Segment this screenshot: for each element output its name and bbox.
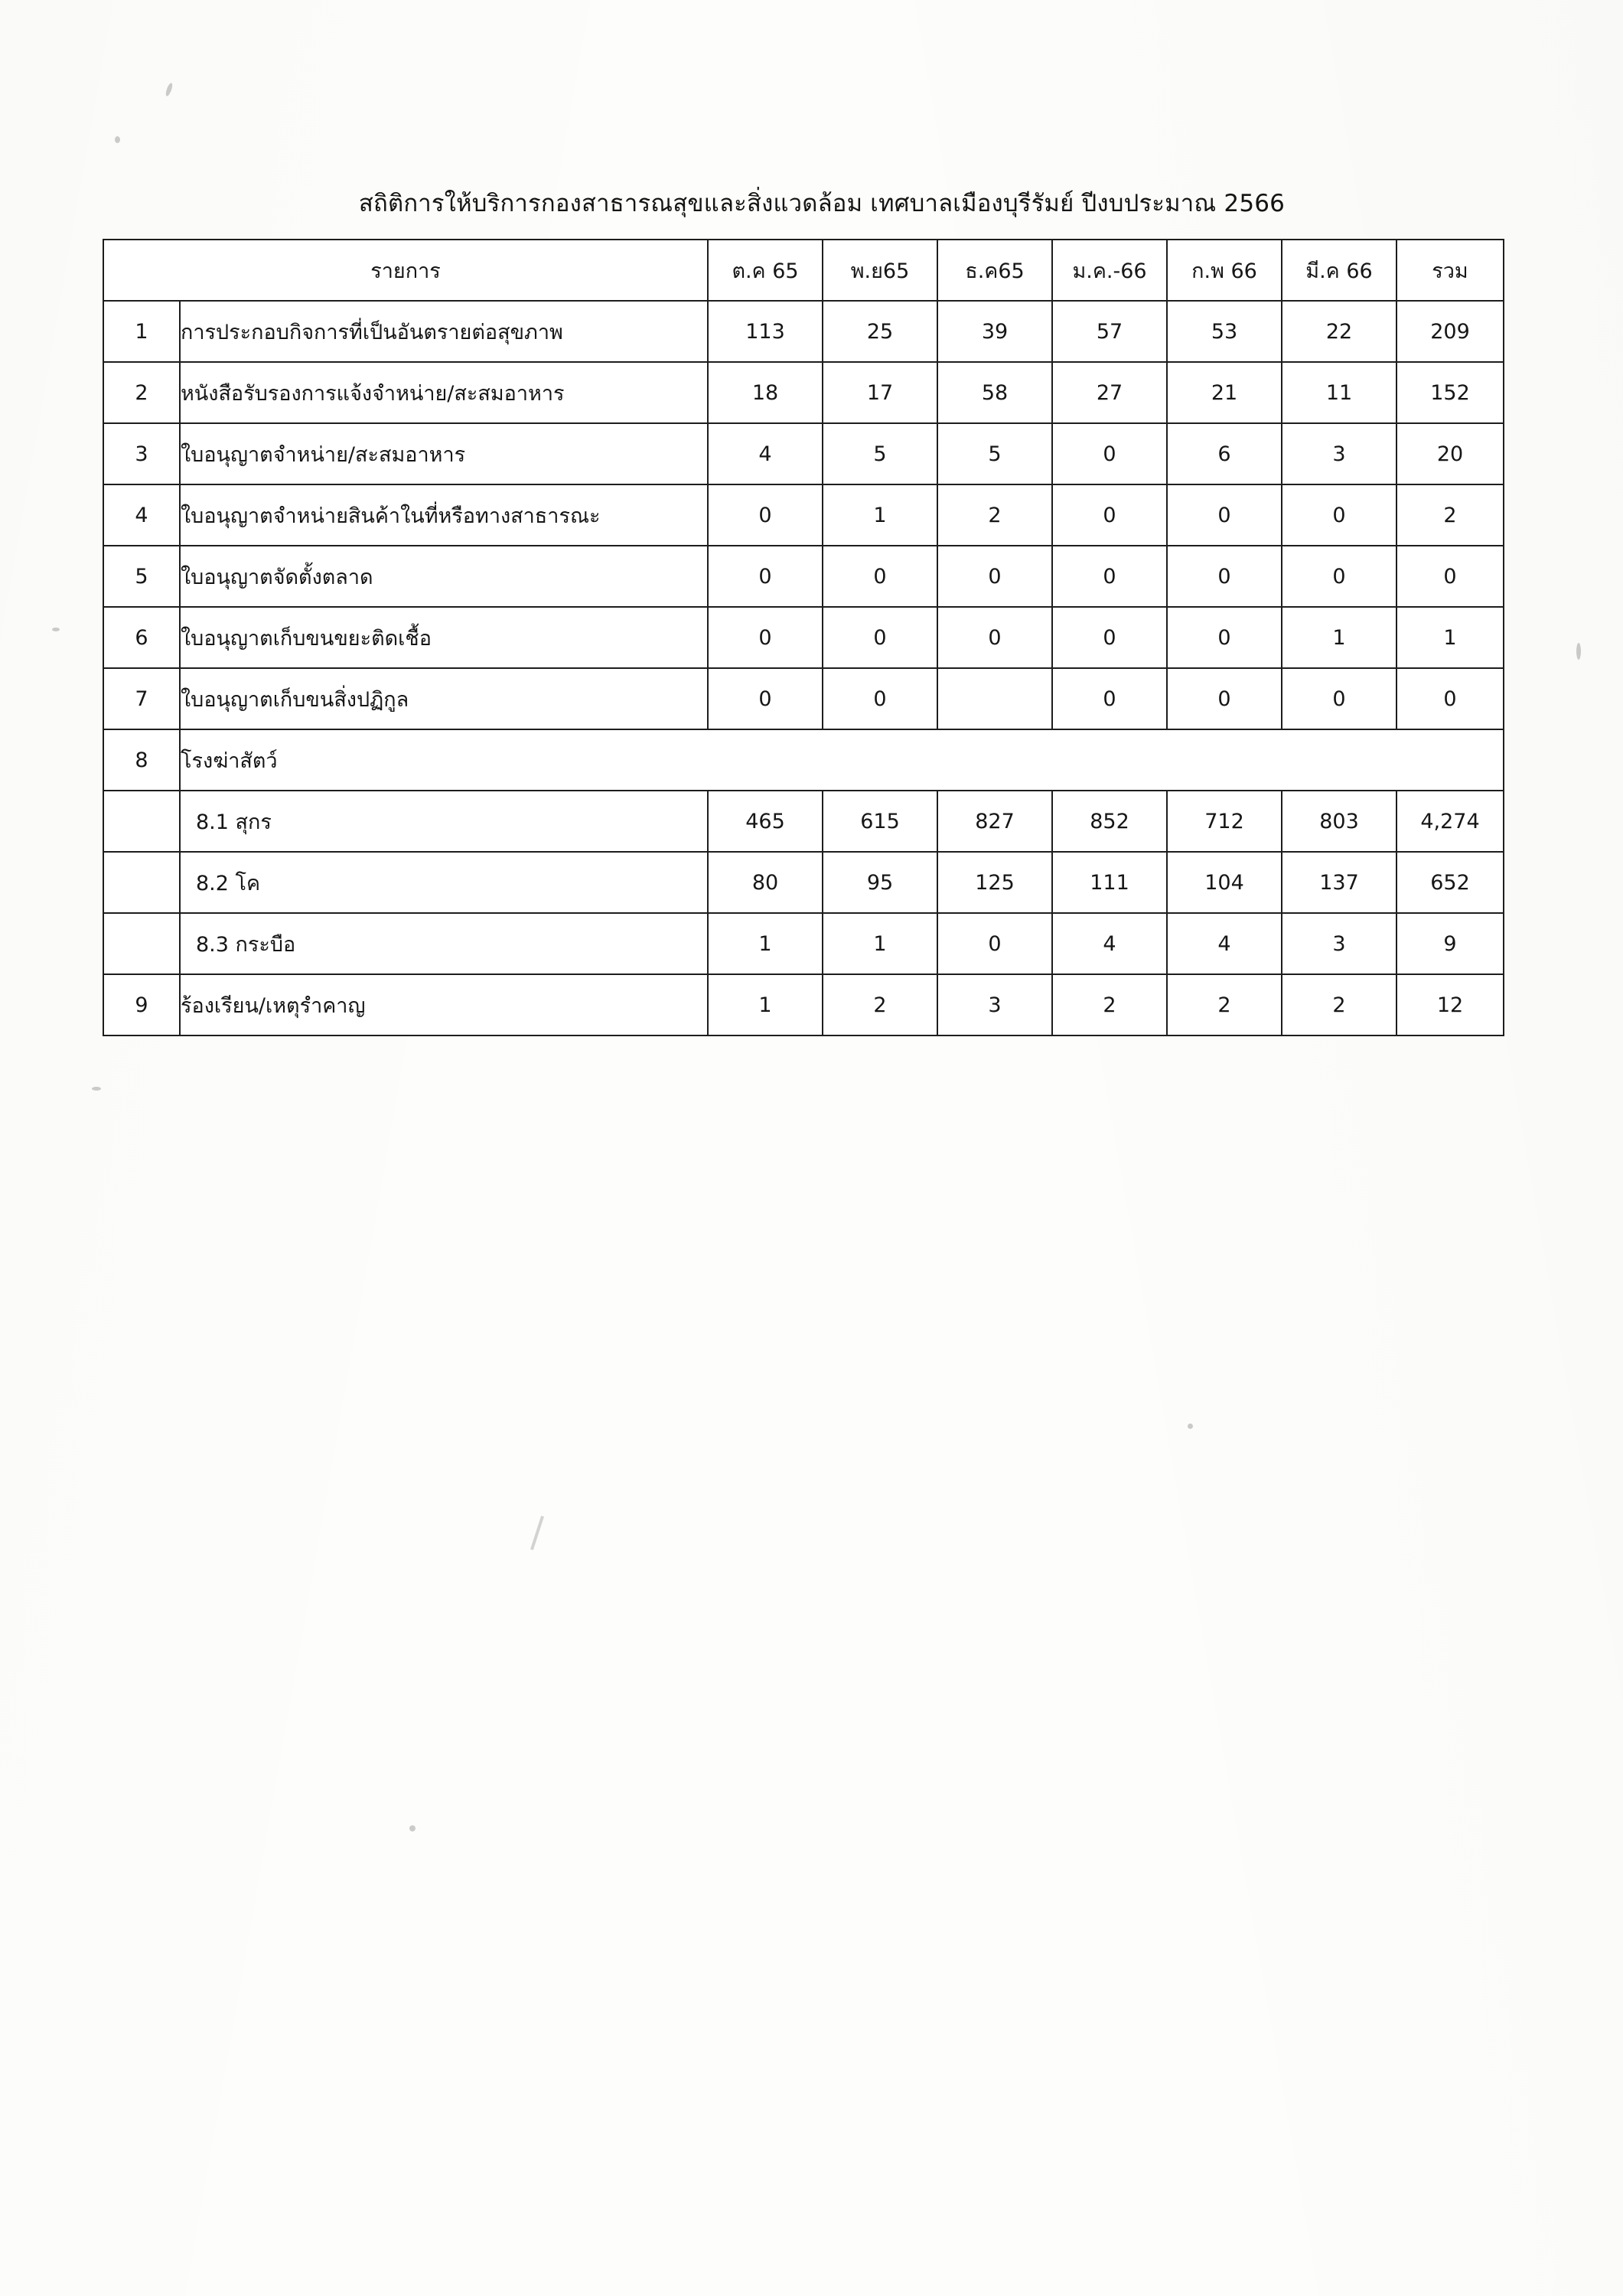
cell-total: 652 [1396,852,1504,913]
row-number [103,791,180,852]
cell-dec65: 58 [937,362,1052,423]
row-number [103,913,180,974]
cell-nov65: 95 [823,852,937,913]
cell-nov65: 1 [823,913,937,974]
row-item-label: หนังสือรับรองการแจ้งจำหน่าย/สะสมอาหาร [180,362,708,423]
row-item-label: ใบอนุญาตจำหน่ายสินค้าในที่หรือทางสาธารณะ [180,484,708,546]
cell-total: 4,274 [1396,791,1504,852]
cell-feb66: 6 [1167,423,1282,484]
column-header-mar66: มี.ค 66 [1282,240,1396,301]
cell-total: 2 [1396,484,1504,546]
row-number: 1 [103,301,180,362]
column-header-oct65: ต.ค 65 [708,240,823,301]
cell-nov65: 5 [823,423,937,484]
cell-total: 0 [1396,546,1504,607]
row-number: 5 [103,546,180,607]
cell-oct65: 113 [708,301,823,362]
cell-total: 20 [1396,423,1504,484]
cell-mar66: 2 [1282,974,1396,1035]
cell-mar66: 22 [1282,301,1396,362]
cell-feb66: 53 [1167,301,1282,362]
cell-dec65 [937,668,1052,729]
row-item-label: ใบอนุญาตจำหน่าย/สะสมอาหาร [180,423,708,484]
table-row [103,913,1504,974]
cell-feb66: 0 [1167,484,1282,546]
cell-total: 12 [1396,974,1504,1035]
cell-nov65: 615 [823,791,937,852]
table-row [103,791,1504,852]
cell-oct65: 465 [708,791,823,852]
row-item-label: ใบอนุญาตเก็บขนขยะติดเชื้อ [180,607,708,668]
cell-jan66: 57 [1052,301,1167,362]
row-item-label: 8.1 สุกร [180,791,708,852]
cell-dec65: 3 [937,974,1052,1035]
table-row-group [103,729,1504,791]
cell-nov65: 25 [823,301,937,362]
column-header-total: รวม [1396,240,1504,301]
cell-feb66: 2 [1167,974,1282,1035]
cell-feb66: 4 [1167,913,1282,974]
cell-dec65: 827 [937,791,1052,852]
cell-oct65: 80 [708,852,823,913]
table-row [103,423,1504,484]
column-header-jan66: ม.ค.-66 [1052,240,1167,301]
table-body [103,301,1504,1035]
cell-nov65: 17 [823,362,937,423]
cell-dec65: 125 [937,852,1052,913]
cell-mar66: 0 [1282,546,1396,607]
table-row [103,974,1504,1035]
table-row [103,852,1504,913]
statistics-table [103,239,1504,1036]
row-item-label: ใบอนุญาตจัดตั้งตลาด [180,546,708,607]
cell-jan66: 4 [1052,913,1167,974]
cell-mar66: 11 [1282,362,1396,423]
cell-total: 152 [1396,362,1504,423]
cell-jan66: 0 [1052,546,1167,607]
row-number: 9 [103,974,180,1035]
cell-feb66: 21 [1167,362,1282,423]
row-item-label: การประกอบกิจการที่เป็นอันตรายต่อสุขภาพ [180,301,708,362]
cell-oct65: 0 [708,607,823,668]
column-header-dec65: ธ.ค65 [937,240,1052,301]
row-number: 6 [103,607,180,668]
column-header-nov65: พ.ย65 [823,240,937,301]
table-row [103,362,1504,423]
cell-feb66: 712 [1167,791,1282,852]
cell-jan66: 27 [1052,362,1167,423]
row-item-label: โรงฆ่าสัตว์ [180,729,1504,791]
cell-jan66: 0 [1052,607,1167,668]
cell-total: 9 [1396,913,1504,974]
table-row [103,546,1504,607]
cell-dec65: 0 [937,607,1052,668]
cell-oct65: 4 [708,423,823,484]
row-number: 3 [103,423,180,484]
cell-oct65: 18 [708,362,823,423]
cell-nov65: 1 [823,484,937,546]
scan-speck [1188,1424,1193,1429]
page-title: สถิติการให้บริการกองสาธารณสุขและสิ่งแวดล้อม เทศบาลเมืองบุรีรัมย์ ปีงบประมาณ 2566 [358,190,1286,217]
cell-oct65: 0 [708,668,823,729]
document-body [99,184,1530,1036]
row-number: 2 [103,362,180,423]
row-number: 7 [103,668,180,729]
column-header-item: รายการ [103,240,708,301]
cell-total: 1 [1396,607,1504,668]
cell-jan66: 0 [1052,423,1167,484]
row-number: 8 [103,729,180,791]
cell-oct65: 1 [708,913,823,974]
cell-jan66: 852 [1052,791,1167,852]
cell-oct65: 0 [708,484,823,546]
row-item-label: 8.3 กระบือ [180,913,708,974]
table-row [103,607,1504,668]
cell-mar66: 0 [1282,484,1396,546]
column-header-feb66: ก.พ 66 [1167,240,1282,301]
cell-nov65: 0 [823,546,937,607]
cell-oct65: 1 [708,974,823,1035]
cell-dec65: 2 [937,484,1052,546]
scan-speck [409,1825,416,1831]
scan-speck [52,628,60,631]
row-item-label: ใบอนุญาตเก็บขนสิ่งปฏิกูล [180,668,708,729]
cell-nov65: 0 [823,607,937,668]
cell-mar66: 803 [1282,791,1396,852]
cell-mar66: 1 [1282,607,1396,668]
cell-jan66: 0 [1052,668,1167,729]
cell-total: 0 [1396,668,1504,729]
scan-speck [92,1087,101,1091]
cell-dec65: 5 [937,423,1052,484]
row-item-label: ร้องเรียน/เหตุรำคาญ [180,974,708,1035]
row-item-label: 8.2 โค [180,852,708,913]
cell-dec65: 0 [937,913,1052,974]
table-row [103,668,1504,729]
table-row [103,301,1504,362]
scan-speck [1576,643,1581,660]
row-number: 4 [103,484,180,546]
cell-jan66: 0 [1052,484,1167,546]
cell-nov65: 0 [823,668,937,729]
table-row [103,484,1504,546]
cell-feb66: 0 [1167,546,1282,607]
cell-mar66: 3 [1282,913,1396,974]
scan-speck [115,136,120,143]
row-number [103,852,180,913]
cell-total: 209 [1396,301,1504,362]
cell-dec65: 0 [937,546,1052,607]
cell-nov65: 2 [823,974,937,1035]
cell-feb66: 0 [1167,668,1282,729]
cell-oct65: 0 [708,546,823,607]
cell-feb66: 104 [1167,852,1282,913]
cell-mar66: 137 [1282,852,1396,913]
cell-dec65: 39 [937,301,1052,362]
cell-mar66: 0 [1282,668,1396,729]
cell-jan66: 2 [1052,974,1167,1035]
cell-mar66: 3 [1282,423,1396,484]
table-header-row [103,240,1504,301]
cell-jan66: 111 [1052,852,1167,913]
cell-feb66: 0 [1167,607,1282,668]
